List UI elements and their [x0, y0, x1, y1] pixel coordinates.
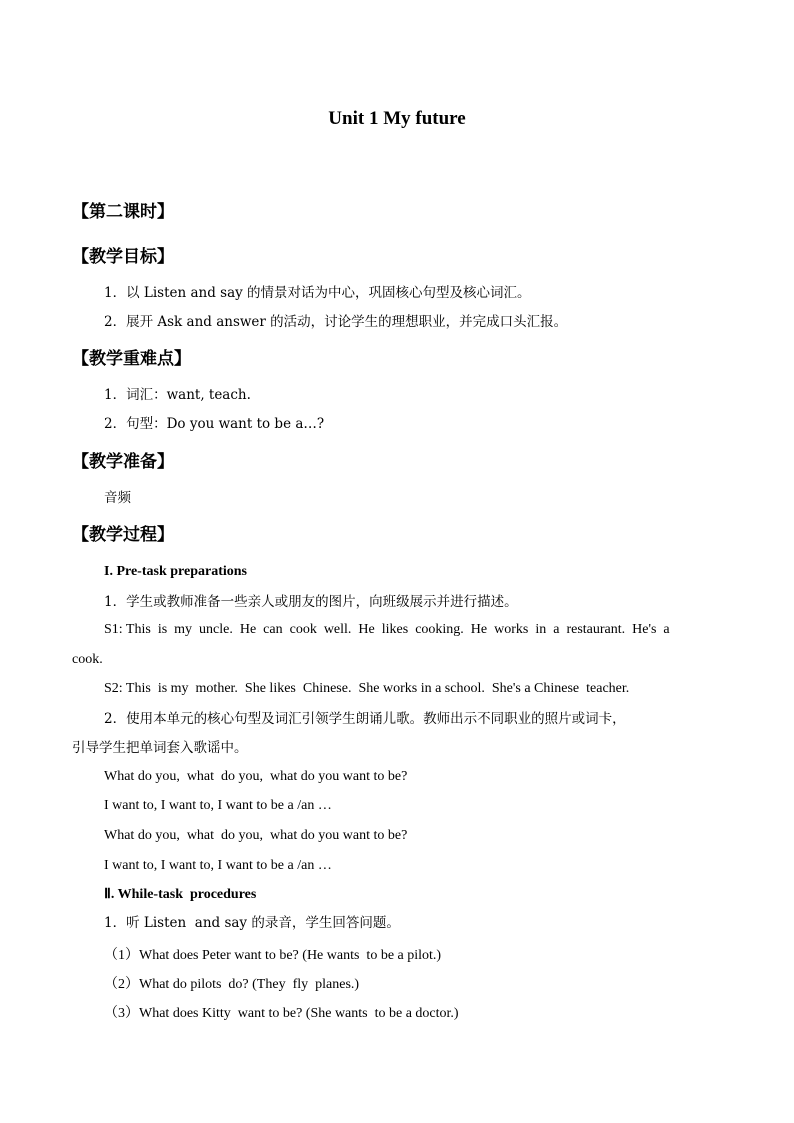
objective-item: 2．展开 Ask and answer 的活动，讨论学生的理想职业，并完成口头汇报。 — [104, 314, 568, 330]
pre-task-heading: I. Pre-task preparations — [104, 564, 247, 579]
preparation-text: 音频 — [104, 490, 131, 506]
chant-line: I want to, I want to, I want to be a /an … — [104, 798, 332, 813]
keypoint-item: 1．词汇：want, teach. — [104, 387, 251, 403]
document-title: Unit 1 My future — [328, 108, 466, 129]
while-task-step1: 1．听 Listen and say 的录音，学生回答问题。 — [104, 915, 400, 931]
pre-task-step1: 1．学生或教师准备一些亲人或朋友的图片，向班级展示并进行描述。 — [104, 594, 518, 610]
while-task-heading: Ⅱ. While-task procedures — [104, 887, 257, 902]
question-item: （3）What does Kitty want to be? (She wants to be a doctor.) — [104, 1006, 459, 1021]
dialogue-s2: S2: This is my mother. She likes Chinese. She works in a school. She's a Chinese teacher. — [104, 681, 630, 696]
keypoint-item: 2．句型：Do you want to be a…? — [104, 416, 325, 432]
section-process: 【教学过程】 — [72, 525, 174, 545]
section-lesson: 【第二课时】 — [72, 202, 174, 222]
objective-item: 1．以 Listen and say 的情景对话为中心，巩固核心句型及核心词汇。 — [104, 285, 531, 301]
dialogue-s1-line1: S1: This is my uncle. He can cook well. He likes cooking. He works in a restaurant. He's a — [104, 622, 670, 637]
pre-task-step2-line2: 引导学生把单词套入歌谣中。 — [72, 740, 248, 756]
question-item: （1）What does Peter want to be? (He wants to be a pilot.) — [104, 948, 442, 963]
chant-line: I want to, I want to, I want to be a /an … — [104, 858, 332, 873]
section-preparation: 【教学准备】 — [72, 452, 174, 472]
pre-task-step2-line1: 2．使用本单元的核心句型及词汇引领学生朗诵儿歌。教师出示不同职业的照片或词卡， — [104, 711, 626, 727]
section-objectives: 【教学目标】 — [72, 247, 174, 267]
question-item: （2）What do pilots do? (They fly planes.) — [104, 977, 360, 992]
section-keypoints: 【教学重难点】 — [72, 349, 191, 369]
dialogue-s1-line2: cook. — [72, 652, 103, 667]
chant-line: What do you, what do you, what do you want to be? — [104, 828, 408, 843]
chant-line: What do you, what do you, what do you want to be? — [104, 769, 408, 784]
